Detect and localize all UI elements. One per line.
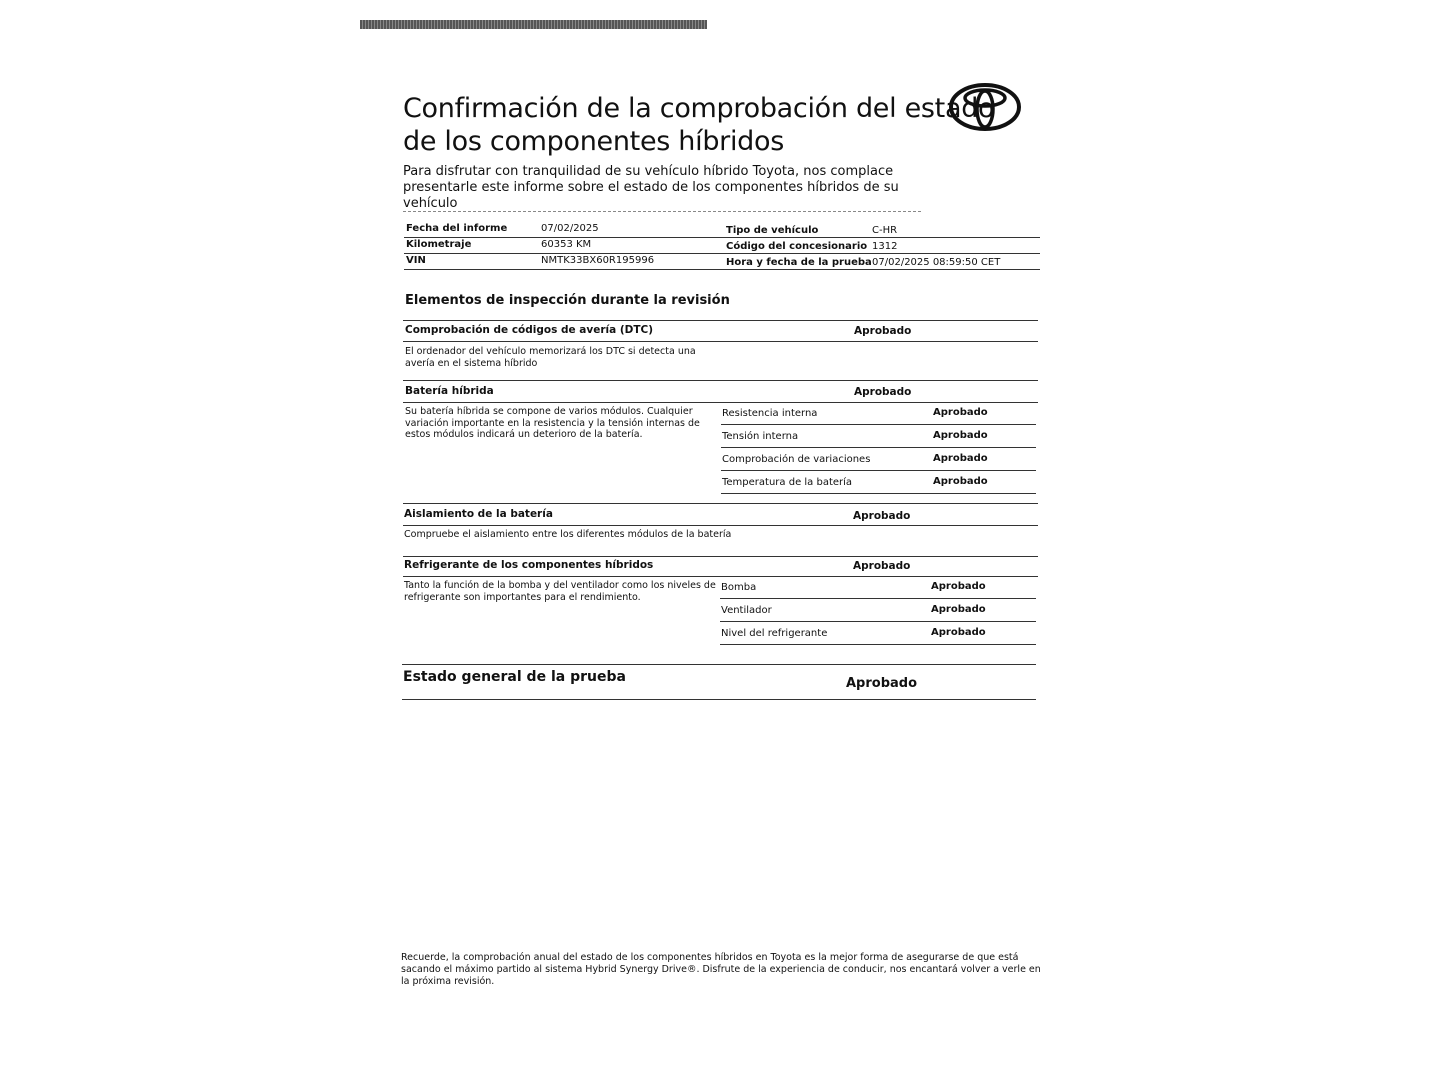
footer-note: Recuerde, la comprobación anual del estado de los componentes híbridos en Toyota es la mejor forma de asegurarse de que está sacando el máximo partido al sistema Hybrid Synergy Drive®. Disfrute de la experiencia de conducir, nos encantará volver a verle en la próxima revisión.: [401, 952, 1041, 987]
info-value: 60353 KM: [541, 239, 592, 250]
check-item-label: Bomba: [721, 582, 757, 593]
info-label: Tipo de vehículo: [726, 225, 819, 236]
check-item-status: Aprobado: [931, 627, 986, 638]
info-row: [404, 254, 1040, 270]
check-item-label: Nivel del refrigerante: [721, 628, 828, 639]
divider: [721, 493, 1036, 494]
coolant-desc: Tanto la función de la bomba y del ventilador como los niveles de refrigerante son importantes para el rendimiento.: [404, 580, 716, 603]
info-value: 07/02/2025 08:59:50 CET: [872, 257, 1001, 268]
battery-desc: Su batería híbrida se compone de varios módulos. Cualquier variación importante en la resistencia y la tensión internas de estos módulos indicará un deterioro de la batería.: [405, 406, 700, 440]
overall-label: Estado general de la prueba: [403, 669, 626, 685]
check-item-status: Aprobado: [933, 453, 988, 464]
divider: [403, 211, 921, 212]
info-label: Código del concesionario: [726, 241, 868, 252]
dtc-title: Comprobación de códigos de avería (DTC): [405, 324, 654, 336]
divider: [720, 598, 1036, 599]
info-row: [404, 238, 1040, 254]
check-item-status: Aprobado: [931, 604, 986, 615]
check-item-label: Resistencia interna: [722, 408, 818, 419]
scan-artifact-bar: [360, 20, 707, 29]
page-title: [403, 92, 994, 158]
info-value: NMTK33BX60R195996: [541, 255, 655, 266]
dtc-desc: El ordenador del vehículo memorizará los DTC si detecta una avería en el sistema híbrido: [405, 346, 696, 369]
insulation-status: Aprobado: [853, 510, 911, 522]
coolant-title: Refrigerante de los componentes híbridos: [404, 559, 654, 571]
insulation-title: Aislamiento de la batería: [404, 508, 553, 520]
section-title: Elementos de inspección durante la revisión: [405, 293, 730, 308]
dtc-status: Aprobado: [854, 325, 912, 337]
info-row: [404, 222, 1040, 238]
check-item-status: Aprobado: [933, 407, 988, 418]
info-label: Kilometraje: [406, 239, 472, 250]
intro-text: Para disfrutar con tranquilidad de su vehículo híbrido Toyota, nos complace presentarle este informe sobre el estado de los componentes híbridos de su vehículo: [403, 164, 899, 211]
info-label: Fecha del informe: [406, 223, 508, 234]
divider: [721, 470, 1036, 471]
info-label: Hora y fecha de la prueba: [726, 257, 872, 268]
battery-title: Batería híbrida: [405, 385, 494, 397]
info-value: C-HR: [872, 225, 898, 236]
title-line-2: de los componentes híbridos: [403, 126, 784, 157]
check-item-status: Aprobado: [931, 581, 986, 592]
check-item-status: Aprobado: [933, 430, 988, 441]
divider: [720, 621, 1036, 622]
check-item-status: Aprobado: [933, 476, 988, 487]
divider: [721, 447, 1036, 448]
info-value: 07/02/2025: [541, 223, 599, 234]
battery-status: Aprobado: [854, 386, 912, 398]
divider: [720, 644, 1036, 645]
info-table: [404, 222, 1040, 270]
check-item-label: Tensión interna: [722, 431, 799, 442]
coolant-status: Aprobado: [853, 560, 911, 572]
toyota-logo-icon: [948, 82, 1022, 132]
info-value: 1312: [872, 241, 898, 252]
title-line-1: Confirmación de la comprobación del estado: [403, 93, 995, 124]
divider: [721, 424, 1036, 425]
check-item-label: Ventilador: [721, 605, 772, 616]
insulation-desc: Compruebe el aislamiento entre los diferentes módulos de la batería: [404, 529, 732, 540]
check-item-label: Comprobación de variaciones: [722, 454, 871, 465]
info-label: VIN: [406, 255, 426, 266]
overall-status: Aprobado: [846, 676, 918, 691]
check-item-label: Temperatura de la batería: [722, 477, 853, 488]
